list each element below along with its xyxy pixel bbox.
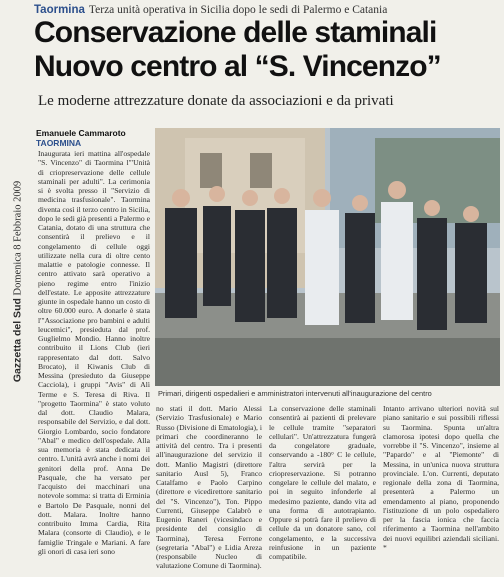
headline — [34, 16, 502, 84]
kicker — [34, 3, 500, 17]
subheadline: Le moderne attrezzature donate da associazioni e da privati — [38, 93, 394, 109]
masthead-strip — [8, 160, 28, 410]
article-column-4 — [383, 404, 499, 573]
article-column-2 — [156, 404, 262, 573]
kicker-text: Terza unità operativa in Sicilia dopo le sedi di Palermo e Catania — [88, 4, 388, 16]
masthead-date: Domenica 8 Febbraio 2009 — [12, 180, 24, 296]
article-text: Inaugurata ieri mattina all'ospedale "S. Vincenzo" di Taormina l'"Unità di criopreservazione delle cellule staminali per adulti". La cerimonia si è svolta presso il "Servizio di medicina trasfusionale". Taormina diventa così il terzo centro in Sicilia, dopo le sedi già presenti a Palermo e Catania, dotato di una struttura che consentirà il prelievo e il congelamento di cellule oggi utilizzate nella cura di oltre cento malattie e patologie connesse. Il centro attivato sarà operativo a pieno regime entro l'inizio dell'estate. Le apposite attrezzature giunte in ospedale hanno un costo di oltre 60.000 euro. A donarle è stata l'"Associazione pro bambini e adulti leucemici", presieduta dal prof. Guglielmo Mondio. Hanno inoltre contribuito il Lions Club (ieri rappresentato dal dott. Salvo Brocato), il Kiwanis Club di Messina (presieduto da Giuseppe Cacciola), i gruppi "Avis" di Alì Terme e S. Teresa di Riva. Il "progetto Taormina" è stato voluto dal dott. Claudio Malara, responsabile del Servizio, e dal dott. Giorgio Lombardo, socio fondatore "Abal" e medico dell'ospedale. Alla sua memoria è stata dedicata il centro. L'unità avrà anche i nomi dei genitori della prof. Anna De Pasquale, che ha versato per l'acquisto dei macchinari una notevole somma: si tratta di Erminia e Bartolo De Pasquale, nonni del dott. Malara. Inoltre hanno contribuito Imma Cardia, Rita Malara (consorte di Claudio), e le famiglie Tringale e Mariani. A fare gli onori di casa ieri sono — [38, 149, 150, 556]
group-photo — [155, 128, 500, 386]
article-text: Intanto arrivano ulteriori novità sul piano sanitario e sui possibili riflessi su Taormina. Spunta un'altra clamorosa ipotesi dopo quella che vorrebbe il "S. Vincenzo", insieme al "Papardo" e al "Piemonte" di Messina, in un'unica nuova struttura provinciale. L'on. Currenti, deputato regionale della zona di Taormina, presenterà a Palermo un emendamento al piano, proponendo l'istituzione di un polo ospedaliero per la fascia ionica che faccia riferimento a Taormina nell'ambito dei nuovi equilibri aziendali siciliani. * — [383, 404, 499, 552]
masthead-paper: Gazzetta del Sud — [11, 298, 24, 383]
group-photo-image — [155, 128, 500, 386]
masthead-text — [12, 157, 25, 407]
article-text: La conservazione delle staminali consentirà ai pazienti di prelevare le cellule tramite "separatori cellulari". Un'attrezzatura fungerà da congelatore graduale, conservando a -180° C le cellule, l'altra servirà per la criopreservazione. Si potranno congelare le cellule del malato, e poi in seguito infonderle al medesimo paziente, dando vita ad una forma di autotrapianto. Oppure si potrà fare il prelievo di cellule da un donatore sano, col congelamento, e la successiva reinfusione in un paziente compatibile. — [269, 404, 376, 561]
article-text: no stati il dott. Mario Alessi (Servizio Trasfusionale) e Mario Russo (Divisione di Ematologia), i primari che coordineranno le attività del centro. Tra i presenti all'inaugurazione del servizio il dott. Manlio Magistri (direttore sanitario Ausl 5), Franco Catalfamo e Paolo Carpino (direttore e vicedirettore sanitario del "S. Vincenzo"), Ton. Pippo Currenti, Giuseppe Calabrò e Eugenio Raneri (vicesindaco e presidente del consiglio di Taormina), Teresa Ferrone (segretaria "Abal") e Lidia Areza (responsabile Nucleo di valutazione Comune di Taormina). — [156, 404, 262, 571]
section-label: Taormina — [34, 4, 85, 16]
byline-author: Emanuele Cammaroto — [36, 128, 126, 138]
photo-caption: Primari, dirigenti ospedalieri e amministratori intervenuti all'inaugurazione del centro — [158, 389, 432, 398]
headline-line-1: Conservazione delle staminali — [34, 16, 437, 49]
byline — [36, 128, 146, 148]
headline-line-2: Nuovo centro al “S. Vincenzo” — [34, 50, 441, 83]
byline-location: TAORMINA — [36, 138, 82, 148]
article-column-3 — [269, 404, 376, 573]
article-column-1 — [38, 149, 150, 573]
